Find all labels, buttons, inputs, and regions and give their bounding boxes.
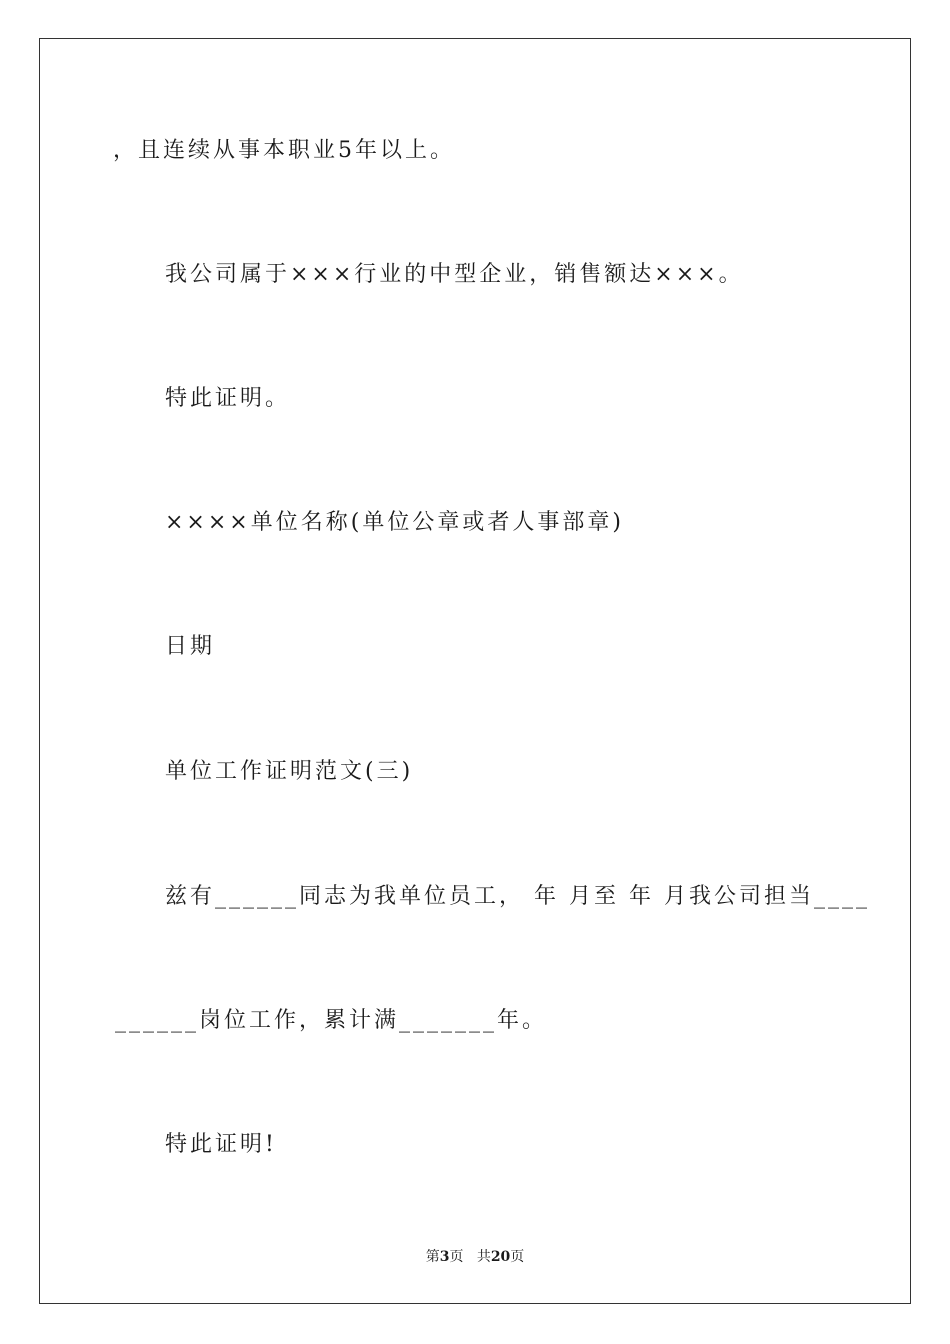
paragraph-9: 特此证明!	[165, 1132, 277, 1157]
paragraph-5: 日期	[165, 634, 216, 659]
footer-page-suffix: 页	[449, 1249, 464, 1265]
paragraph-6-heading: 单位工作证明范文(三)	[165, 759, 414, 784]
footer-total-pages: 20	[490, 1249, 511, 1265]
footer-total-suffix: 页	[510, 1249, 525, 1265]
paragraph-1: ，且连续从事本职业5年以上。	[113, 138, 455, 163]
page-footer	[0, 1247, 950, 1267]
paragraph-4: ××××单位名称(单位公章或者人事部章)	[165, 510, 624, 535]
footer-page-prefix: 第	[425, 1249, 440, 1265]
paragraph-7: 兹有______同志为我单位员工， 年 月至 年 月我公司担当____	[165, 884, 870, 909]
footer-page-number: 3	[439, 1249, 450, 1265]
footer-total-prefix: 共	[476, 1249, 491, 1265]
paragraph-3: 特此证明。	[165, 386, 291, 411]
paragraph-2: 我公司属于×××行业的中型企业，销售额达×××。	[165, 262, 744, 287]
page-border	[39, 38, 911, 1304]
paragraph-8: ______岗位工作，累计满_______年。	[115, 1008, 548, 1033]
